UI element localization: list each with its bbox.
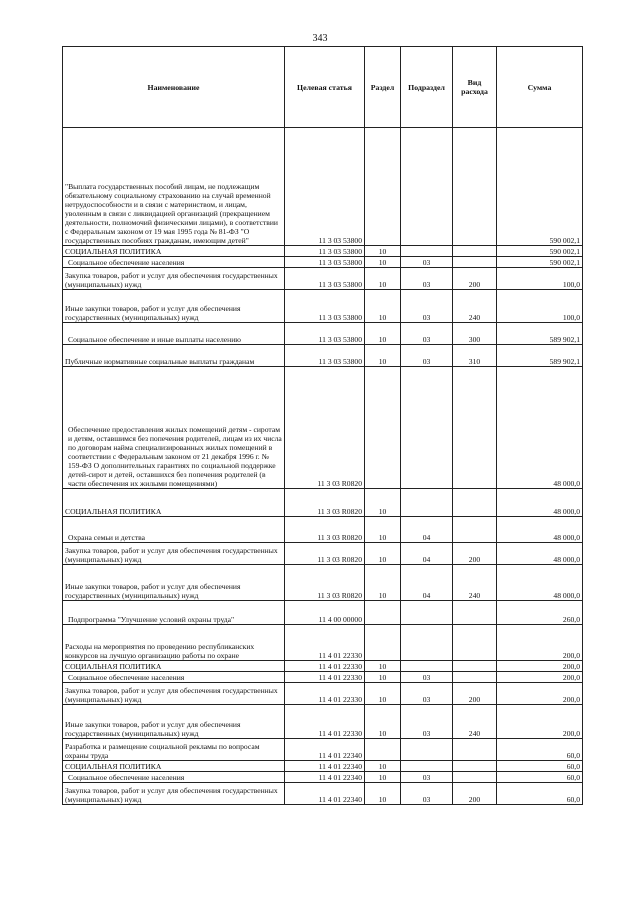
table-row: [63, 543, 583, 565]
cell-type: [453, 761, 497, 772]
cell-section: 10: [365, 783, 401, 805]
cell-type: [453, 489, 497, 517]
cell-subsection: 03: [401, 268, 453, 290]
cell-name: Социальное обеспечение и иные выплаты населению: [63, 323, 285, 345]
cell-target: 11 4 01 22330: [285, 661, 365, 672]
cell-sum: 100,0: [497, 290, 583, 323]
cell-subsection: [401, 367, 453, 489]
cell-sum: 590 002,1: [497, 128, 583, 246]
cell-type: [453, 367, 497, 489]
cell-target: 11 4 00 00000: [285, 601, 365, 625]
cell-type: 200: [453, 543, 497, 565]
cell-sum: 60,0: [497, 783, 583, 805]
cell-type: 240: [453, 565, 497, 601]
cell-type: 240: [453, 705, 497, 739]
cell-target: 11 4 01 22330: [285, 625, 365, 661]
cell-type: [453, 257, 497, 268]
cell-type: [453, 128, 497, 246]
table-row: [63, 565, 583, 601]
cell-subsection: [401, 489, 453, 517]
budget-table: [62, 46, 583, 805]
table-row: [63, 761, 583, 772]
table-row: [63, 128, 583, 246]
table-row: [63, 489, 583, 517]
cell-name: Иные закупки товаров, работ и услуг для обеспечения государственных (муниципальных) нужд: [63, 565, 285, 601]
cell-target: 11 4 01 22340: [285, 772, 365, 783]
cell-subsection: [401, 128, 453, 246]
cell-sum: 200,0: [497, 625, 583, 661]
cell-subsection: 03: [401, 257, 453, 268]
cell-type: 200: [453, 268, 497, 290]
cell-type: 300: [453, 323, 497, 345]
cell-name: Расходы на мероприятия по проведению республиканских конкурсов на лучшую организацию работы по охране: [63, 625, 285, 661]
cell-sum: 60,0: [497, 761, 583, 772]
table-row: [63, 345, 583, 367]
cell-sum: 200,0: [497, 683, 583, 705]
cell-subsection: [401, 661, 453, 672]
cell-subsection: 03: [401, 323, 453, 345]
cell-name: СОЦИАЛЬНАЯ ПОЛИТИКА: [63, 661, 285, 672]
table-row: [63, 683, 583, 705]
cell-target: 11 3 03 53800: [285, 290, 365, 323]
header-name: Наименование: [63, 47, 285, 128]
table-row: [63, 672, 583, 683]
cell-sum: 200,0: [497, 661, 583, 672]
cell-sum: 260,0: [497, 601, 583, 625]
cell-name: Обеспечение предоставления жилых помещений детям - сиротам и детям, оставшимся без попечения родителей, лицам из их числа по договорам найма специализированных жилых помещений в соответствии с Федеральным законом от 21 декабря 1996 г. № 159-ФЗ О дополнительных гарантиях по социальной поддержке детей-сирот и детей, оставшихся без попечения родителей (в части обеспечения их жилыми помещениями): [63, 367, 285, 489]
cell-subsection: [401, 761, 453, 772]
table-row: [63, 517, 583, 543]
cell-sum: 48 000,0: [497, 489, 583, 517]
table-row: [63, 290, 583, 323]
cell-target: 11 3 03 53800: [285, 246, 365, 257]
header-type: Вид расхода: [453, 47, 497, 128]
table-row: [63, 246, 583, 257]
table-header-row: [63, 47, 583, 128]
cell-target: 11 3 03 53800: [285, 268, 365, 290]
cell-name: Публичные нормативные социальные выплаты гражданам: [63, 345, 285, 367]
cell-target: 11 3 03 53800: [285, 345, 365, 367]
table-row: [63, 705, 583, 739]
cell-subsection: 03: [401, 705, 453, 739]
cell-target: 11 3 03 53800: [285, 257, 365, 268]
cell-subsection: [401, 625, 453, 661]
cell-name: СОЦИАЛЬНАЯ ПОЛИТИКА: [63, 761, 285, 772]
cell-target: 11 4 01 22330: [285, 683, 365, 705]
table-row: [63, 739, 583, 761]
cell-target: 11 3 03 R0820: [285, 543, 365, 565]
cell-sum: 48 000,0: [497, 517, 583, 543]
cell-name: Иные закупки товаров, работ и услуг для обеспечения государственных (муниципальных) нужд: [63, 705, 285, 739]
cell-target: 11 4 01 22340: [285, 783, 365, 805]
cell-name: "Выплата государственных пособий лицам, не подлежащим обязательному социальному страхованию на случай временной нетрудоспособности и в связи с материнством, и лицам, уволенным в связи с ликвидацией организаций (прекращением деятельности, полномочий физическими лицами), в соответствии с Федеральным законом от 19 мая 1995 года № 81-ФЗ "О государственных пособиях гражданам, имеющим детей": [63, 128, 285, 246]
cell-name: Охрана семьи и детства: [63, 517, 285, 543]
table-row: [63, 625, 583, 661]
cell-sum: 589 902,1: [497, 345, 583, 367]
cell-target: 11 3 03 R0820: [285, 489, 365, 517]
cell-sum: 200,0: [497, 705, 583, 739]
cell-name: СОЦИАЛЬНАЯ ПОЛИТИКА: [63, 246, 285, 257]
cell-type: [453, 772, 497, 783]
cell-section: 10: [365, 323, 401, 345]
cell-subsection: 04: [401, 517, 453, 543]
cell-target: 11 4 01 22340: [285, 739, 365, 761]
cell-section: 10: [365, 772, 401, 783]
cell-type: [453, 672, 497, 683]
table-row: [63, 772, 583, 783]
cell-sum: 590 002,1: [497, 257, 583, 268]
cell-type: 200: [453, 783, 497, 805]
cell-section: 10: [365, 705, 401, 739]
cell-type: [453, 517, 497, 543]
cell-sum: 200,0: [497, 672, 583, 683]
cell-target: 11 4 01 22340: [285, 761, 365, 772]
cell-name: СОЦИАЛЬНАЯ ПОЛИТИКА: [63, 489, 285, 517]
cell-section: [365, 739, 401, 761]
cell-subsection: 04: [401, 543, 453, 565]
cell-subsection: 04: [401, 565, 453, 601]
cell-section: 10: [365, 543, 401, 565]
cell-subsection: 03: [401, 290, 453, 323]
cell-subsection: [401, 246, 453, 257]
cell-target: 11 4 01 22330: [285, 705, 365, 739]
cell-type: [453, 601, 497, 625]
cell-section: 10: [365, 345, 401, 367]
header-target: Целевая статья: [285, 47, 365, 128]
page-number: 343: [312, 33, 328, 44]
cell-target: 11 4 01 22330: [285, 672, 365, 683]
cell-section: 10: [365, 761, 401, 772]
cell-subsection: 03: [401, 345, 453, 367]
cell-section: 10: [365, 661, 401, 672]
cell-name: Закупка товаров, работ и услуг для обеспечения государственных (муниципальных) нужд: [63, 543, 285, 565]
cell-sum: 60,0: [497, 772, 583, 783]
cell-target: 11 3 03 R0820: [285, 565, 365, 601]
cell-sum: 48 000,0: [497, 565, 583, 601]
table-row: [63, 257, 583, 268]
header-section: Раздел: [365, 47, 401, 128]
cell-section: 10: [365, 672, 401, 683]
cell-subsection: 03: [401, 672, 453, 683]
cell-section: 10: [365, 517, 401, 543]
cell-sum: 590 002,1: [497, 246, 583, 257]
cell-section: 10: [365, 683, 401, 705]
cell-subsection: [401, 601, 453, 625]
cell-type: [453, 625, 497, 661]
table-row: [63, 268, 583, 290]
table-row: [63, 367, 583, 489]
cell-sum: 48 000,0: [497, 367, 583, 489]
cell-section: 10: [365, 489, 401, 517]
cell-name: Разработка и размещение социальной рекламы по вопросам охраны труда: [63, 739, 285, 761]
cell-name: Социальное обеспечение населения: [63, 772, 285, 783]
cell-target: 11 3 03 R0820: [285, 367, 365, 489]
cell-type: [453, 661, 497, 672]
cell-section: 10: [365, 257, 401, 268]
cell-subsection: [401, 739, 453, 761]
cell-subsection: 03: [401, 772, 453, 783]
cell-section: [365, 601, 401, 625]
cell-name: Закупка товаров, работ и услуг для обеспечения государственных (муниципальных) нужд: [63, 783, 285, 805]
cell-name: Социальное обеспечение населения: [63, 672, 285, 683]
cell-section: 10: [365, 565, 401, 601]
cell-target: 11 3 03 53800: [285, 323, 365, 345]
table-row: [63, 661, 583, 672]
cell-type: 310: [453, 345, 497, 367]
cell-name: Подпрограмма "Улучшение условий охраны труда": [63, 601, 285, 625]
cell-section: 10: [365, 290, 401, 323]
cell-type: [453, 246, 497, 257]
header-sum: Сумма: [497, 47, 583, 128]
cell-name: Социальное обеспечение населения: [63, 257, 285, 268]
cell-subsection: 03: [401, 683, 453, 705]
cell-name: Закупка товаров, работ и услуг для обеспечения государственных (муниципальных) нужд: [63, 268, 285, 290]
cell-type: 240: [453, 290, 497, 323]
cell-section: 10: [365, 268, 401, 290]
cell-section: [365, 367, 401, 489]
header-subsection: Подраздел: [401, 47, 453, 128]
table-row: [63, 323, 583, 345]
cell-target: 11 3 03 R0820: [285, 517, 365, 543]
cell-section: [365, 625, 401, 661]
cell-section: [365, 128, 401, 246]
cell-sum: 48 000,0: [497, 543, 583, 565]
cell-sum: 589 902,1: [497, 323, 583, 345]
cell-sum: 100,0: [497, 268, 583, 290]
cell-name: Закупка товаров, работ и услуг для обеспечения государственных (муниципальных) нужд: [63, 683, 285, 705]
cell-subsection: 03: [401, 783, 453, 805]
cell-type: 200: [453, 683, 497, 705]
table-row: [63, 601, 583, 625]
cell-name: Иные закупки товаров, работ и услуг для обеспечения государственных (муниципальных) нужд: [63, 290, 285, 323]
cell-sum: 60,0: [497, 739, 583, 761]
table-row: [63, 783, 583, 805]
cell-type: [453, 739, 497, 761]
cell-target: 11 3 03 53800: [285, 128, 365, 246]
cell-section: 10: [365, 246, 401, 257]
